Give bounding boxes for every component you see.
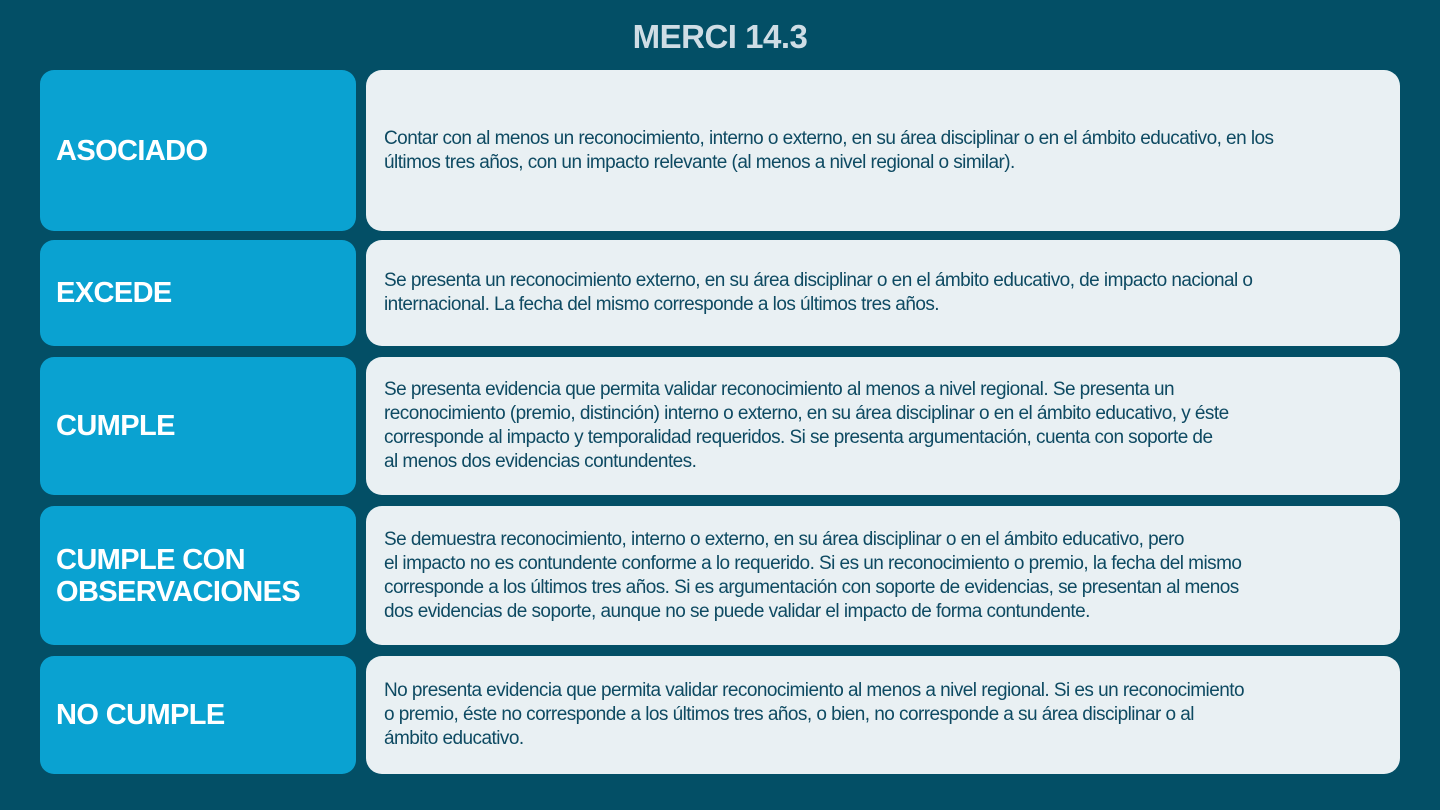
level-label-box xyxy=(40,70,356,231)
level-description: Contar con al menos un reconocimiento, interno o externo, en su área disciplinar o en el ámbito educativo, en los últimos tres años, con un impacto relevante (al menos a nivel regional o similar). xyxy=(384,127,1274,173)
level-description-box xyxy=(366,240,1400,346)
rubric-row-excede xyxy=(40,240,1400,346)
level-label-box xyxy=(40,357,356,495)
level-description: No presenta evidencia que permita validar reconocimiento al menos a nivel regional. Si es un reconocimiento o premio, éste no corresponde a los últimos tres años, o bien, no corresponde a su área disciplinar o al ámbito educativo. xyxy=(384,680,1244,749)
rubric-row-asociado xyxy=(40,70,1400,231)
level-description-box xyxy=(366,357,1400,495)
page-title: MERCI 14.3 xyxy=(632,18,808,55)
level-label: ASOCIADO xyxy=(56,134,208,167)
level-description: Se presenta evidencia que permita validar reconocimiento al menos a nivel regional. Se presenta un reconocimiento (premio, distinción) interno o externo, en su área disciplinar o en el ámbito educativo, y éste corresponde al impacto y temporalidad requeridos. Si se presenta argumentación, cuenta con soporte de al menos dos evidencias contundentes. xyxy=(384,379,1229,472)
rubric-row-no-cumple xyxy=(40,656,1400,774)
level-label-box xyxy=(40,506,356,645)
level-label-box xyxy=(40,240,356,346)
level-label: EXCEDE xyxy=(56,277,172,309)
rubric-row-cumple-con-observaciones xyxy=(40,506,1400,645)
level-label: CUMPLE CON OBSERVACIONES xyxy=(56,543,301,608)
level-label: CUMPLE xyxy=(56,410,175,442)
level-description: Se presenta un reconocimiento externo, en su área disciplinar o en el ámbito educativo, de impacto nacional o internacional. La fecha del mismo corresponde a los últimos tres años. xyxy=(384,270,1253,315)
level-label-box xyxy=(40,656,356,774)
rubric-row-cumple xyxy=(40,357,1400,495)
level-label: NO CUMPLE xyxy=(56,699,225,731)
level-description-box xyxy=(366,506,1400,645)
level-description-box xyxy=(366,70,1400,231)
level-description-box xyxy=(366,656,1400,774)
level-description: Se demuestra reconocimiento, interno o externo, en su área disciplinar o en el ámbito educativo, pero el impacto no es contundente conforme a lo requerido. Si es un reconocimiento o premio, la fecha del mismo corresponde a los últimos tres años. Si es argumentación con soporte de evidencias, se presentan al menos dos evidencias de soporte, aunque no se puede validar el impacto de forma contundente. xyxy=(384,528,1242,622)
